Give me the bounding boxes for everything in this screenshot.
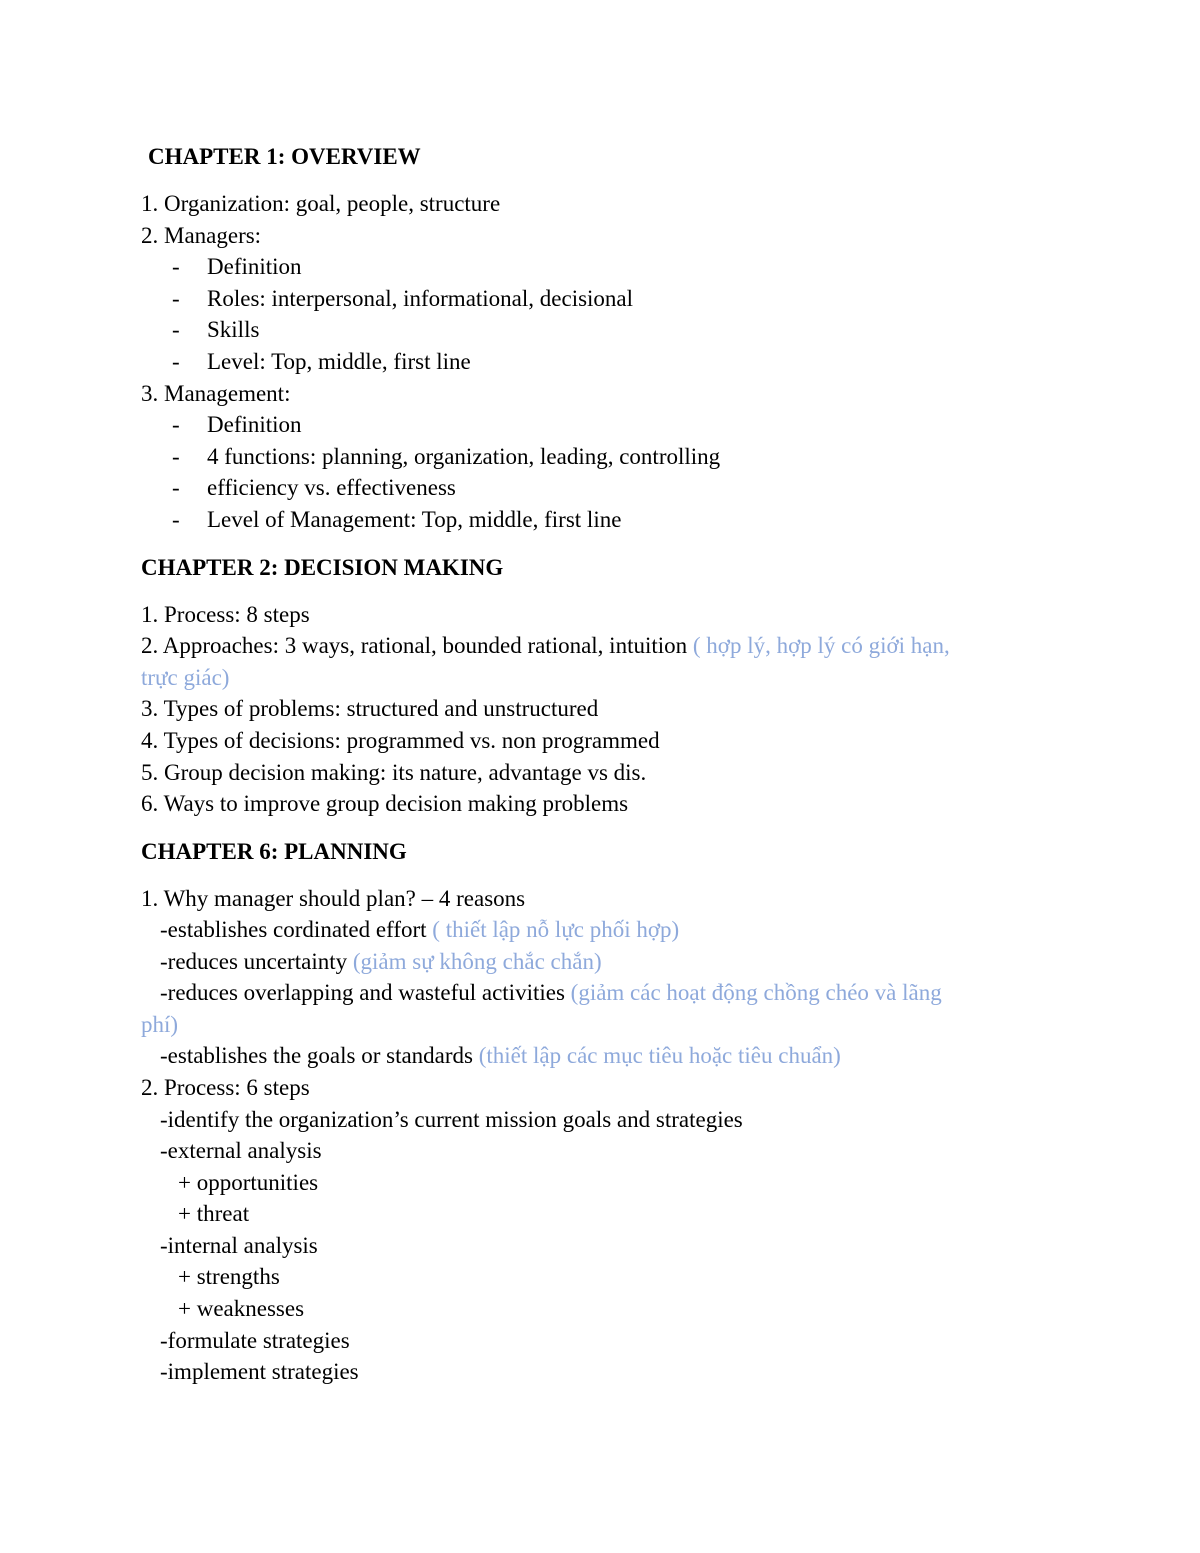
ch6-step: -external analysis [160,1138,322,1163]
bullet-text: Roles: interpersonal, informational, decisional [207,286,634,311]
ch2-item-5: 5. Group decision making: its nature, advantage vs dis. [141,760,647,785]
ch6-step: -internal analysis [160,1233,318,1258]
ch6-item-2: 2. Process: 6 steps [141,1075,310,1100]
ch6-reason [160,977,942,1009]
ch1-item-1: 1. Organization: goal, people, structure [141,191,501,216]
ch1-item-2: 2. Managers: [141,223,262,248]
ch6-substep: + opportunities [178,1170,319,1195]
ch6-substep: + strengths [178,1264,280,1289]
ch2-item-6: 6. Ways to improve group decision making problems [141,791,629,816]
bullet-text: Definition [207,412,302,437]
bullet-dash: - [172,286,180,311]
ch6-substep: + threat [178,1201,250,1226]
bullet-dash: - [172,412,180,437]
ch6-step: -implement strategies [160,1359,359,1384]
bullet-text: Definition [207,254,302,279]
bullet-dash: - [172,317,180,342]
ch2-item-2-translation: ( hợp lý, hợp lý có giới hạn, [692,633,950,658]
ch2-item-1: 1. Process: 8 steps [141,602,310,627]
chapter-2-heading: CHAPTER 2: DECISION MAKING [141,555,504,580]
reason-text: -establishes cordinated effort [160,917,427,942]
reason-translation: ( thiết lập nỗ lực phối hợp) [432,917,680,942]
ch6-reason [160,946,602,978]
reason-translation: (thiết lập các mục tiêu hoặc tiêu chuẩn) [478,1043,841,1068]
reason-text: -reduces overlapping and wasteful activities [160,980,565,1005]
ch2-item-2 [141,630,950,662]
bullet-dash: - [172,349,180,374]
reason-translation: (giảm sự không chắc chắn) [352,949,602,974]
chapter-1-heading: CHAPTER 1: OVERVIEW [148,144,421,169]
bullet-text: Level of Management: Top, middle, first line [207,507,622,532]
bullet-dash: - [172,254,180,279]
bullet-text: efficiency vs. effectiveness [207,475,456,500]
bullet-dash: - [172,475,180,500]
bullet-text: 4 functions: planning, organization, leading, controlling [207,444,721,469]
bullet-dash: - [172,444,180,469]
ch2-item-4: 4. Types of decisions: programmed vs. non programmed [141,728,660,753]
bullet-dash: - [172,507,180,532]
reason-translation: (giảm các hoạt động chồng chéo và lãng [570,980,942,1005]
ch1-item-3: 3. Management: [141,381,291,406]
reason-text: -reduces uncertainty [160,949,348,974]
ch2-item-3: 3. Types of problems: structured and unstructured [141,696,599,721]
reason-text: -establishes the goals or standards [160,1043,473,1068]
ch2-item-2-translation-cont: trực giác) [141,665,230,690]
bullet-text: Skills [207,317,260,342]
ch6-step: -identify the organization’s current mission goals and strategies [160,1107,743,1132]
ch6-substep: + weaknesses [178,1296,305,1321]
chapter-6-heading: CHAPTER 6: PLANNING [141,839,407,864]
ch6-step: -formulate strategies [160,1328,350,1353]
ch2-item-2-text: 2. Approaches: 3 ways, rational, bounded rational, intuition [141,633,688,658]
ch6-item-1: 1. Why manager should plan? – 4 reasons [141,886,526,911]
ch6-reason [160,914,679,946]
ch6-reason [160,1040,841,1072]
reason-translation-cont: phí) [141,1012,179,1037]
bullet-text: Level: Top, middle, first line [207,349,471,374]
